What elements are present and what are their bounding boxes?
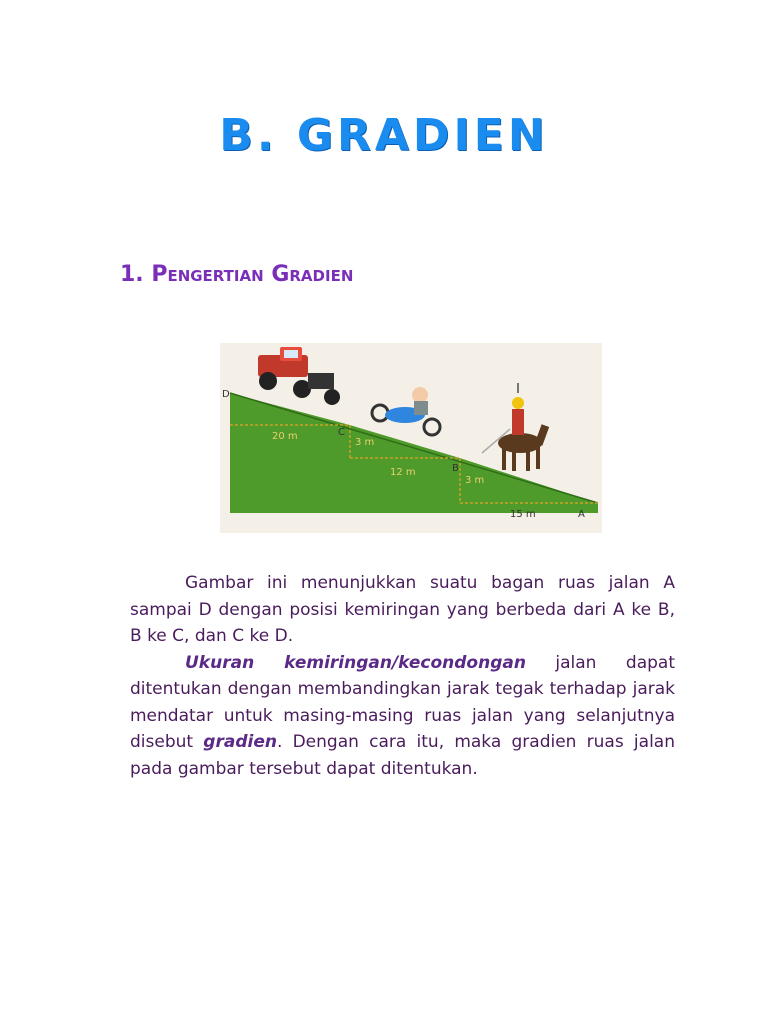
label-d: D bbox=[222, 389, 230, 400]
label-3m-b: 3 m bbox=[465, 475, 485, 486]
emphasis-gradien: gradien bbox=[203, 732, 277, 752]
paragraph-2 bbox=[130, 650, 675, 783]
label-15m: 15 m bbox=[510, 509, 536, 520]
label-a: A bbox=[578, 509, 585, 520]
paragraph-2-text-a: jalan dapat ditentukan dengan membandingkan jarak tegak terhadap jarak mendatar untuk masing-masing ruas jalan yang selanjutnya disebut bbox=[130, 652, 675, 752]
explanation-text bbox=[130, 570, 675, 782]
label-3m-c: 3 m bbox=[355, 437, 375, 448]
label-12m: 12 m bbox=[390, 467, 416, 478]
section-heading: 1. Pengertian Gradien bbox=[120, 262, 354, 287]
page-title: B. GRADIEN bbox=[219, 110, 549, 161]
paragraph-1: Gambar ini menunjukkan suatu bagan ruas jalan A sampai D dengan posisi kemiringan yang berbeda dari A ke B, B ke C, dan C ke D. bbox=[130, 573, 675, 646]
slope-illustration bbox=[220, 343, 602, 533]
label-20m: 20 m bbox=[272, 431, 298, 442]
emphasis-kemiringan: Ukuran kemiringan/kecondongan bbox=[185, 652, 526, 673]
slope-diagram bbox=[220, 343, 602, 533]
label-c: C bbox=[338, 427, 345, 438]
paragraph-2-text-b: . Dengan cara itu, maka gradien ruas jalan pada gambar tersebut dapat ditentukan. bbox=[130, 732, 675, 779]
label-b: B bbox=[452, 463, 459, 474]
